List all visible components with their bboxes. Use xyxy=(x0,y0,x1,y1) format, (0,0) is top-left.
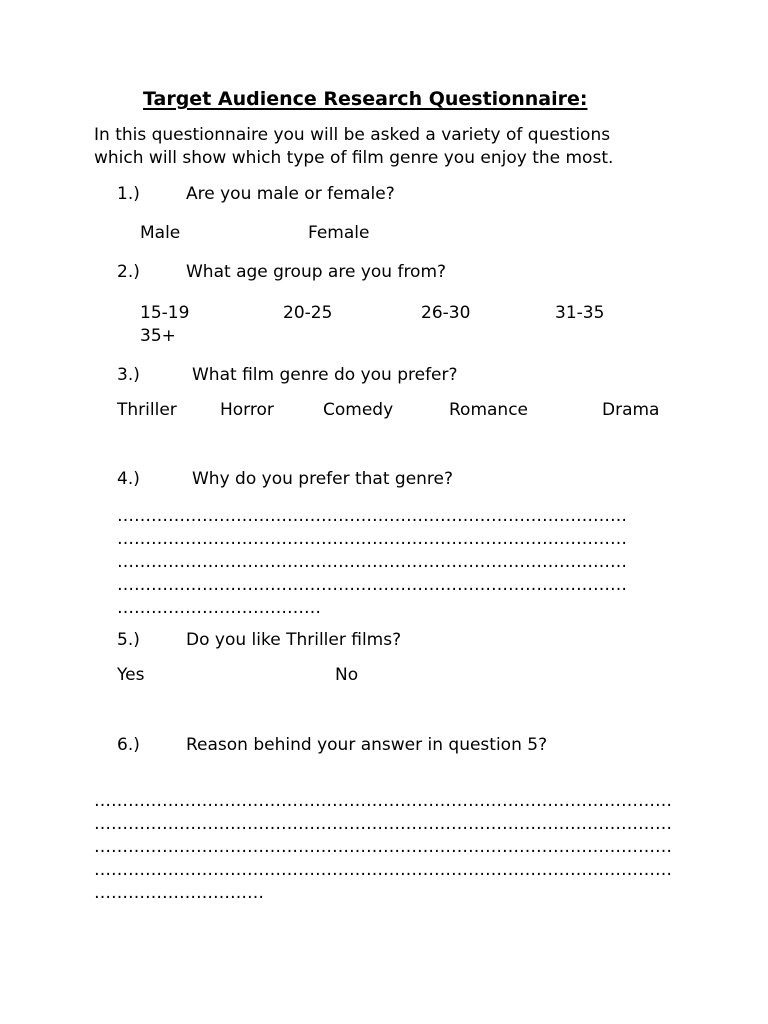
question-2-number: 2.) xyxy=(117,262,140,282)
q6-answer-line-3: ………………………………………………………………………………………… xyxy=(94,837,672,857)
q6-answer-line-5: ………………………… xyxy=(94,883,264,903)
q5-option-no: No xyxy=(335,665,359,685)
question-6-number: 6.) xyxy=(117,735,140,755)
q3-option-romance: Romance xyxy=(449,400,529,420)
question-6-text: Reason behind your answer in question 5? xyxy=(186,735,548,755)
q3-option-comedy: Comedy xyxy=(323,400,394,420)
q1-option-female: Female xyxy=(308,223,370,243)
q4-answer-line-2: ……………………………………………………………………………… xyxy=(117,529,627,549)
q4-answer-line-5: ……………………………… xyxy=(117,598,321,618)
q2-option-20-25: 20-25 xyxy=(283,303,333,323)
q4-answer-line-1: ……………………………………………………………………………… xyxy=(117,506,627,526)
q4-answer-line-4: ……………………………………………………………………………… xyxy=(117,575,627,595)
q5-option-yes: Yes xyxy=(117,665,145,685)
q6-answer-line-2: ………………………………………………………………………………………… xyxy=(94,814,672,834)
question-1-text: Are you male or female? xyxy=(186,184,395,204)
intro-line-2: which will show which type of film genre you enjoy the most. xyxy=(94,148,614,168)
q2-option-26-30: 26-30 xyxy=(421,303,471,323)
question-5-number: 5.) xyxy=(117,630,140,650)
q6-answer-line-4: ………………………………………………………………………………………… xyxy=(94,860,672,880)
q6-answer-line-1: ………………………………………………………………………………………… xyxy=(94,791,672,811)
question-1-number: 1.) xyxy=(117,184,140,204)
q2-option-15-19: 15-19 xyxy=(140,303,190,323)
q3-option-horror: Horror xyxy=(220,400,274,420)
q3-option-thriller: Thriller xyxy=(117,400,177,420)
q3-option-drama: Drama xyxy=(602,400,660,420)
q1-option-male: Male xyxy=(140,223,181,243)
question-4-number: 4.) xyxy=(117,469,140,489)
question-5-text: Do you like Thriller films? xyxy=(186,630,402,650)
intro-line-1: In this questionnaire you will be asked a variety of questions xyxy=(94,125,611,145)
page-title: Target Audience Research Questionnaire: xyxy=(143,88,588,110)
question-3-number: 3.) xyxy=(117,365,140,385)
question-4-text: Why do you prefer that genre? xyxy=(192,469,454,489)
question-3-text: What film genre do you prefer? xyxy=(192,365,458,385)
q2-option-35-plus: 35+ xyxy=(140,326,176,346)
q2-option-31-35: 31-35 xyxy=(555,303,605,323)
q4-answer-line-3: ……………………………………………………………………………… xyxy=(117,552,627,572)
question-2-text: What age group are you from? xyxy=(186,262,447,282)
